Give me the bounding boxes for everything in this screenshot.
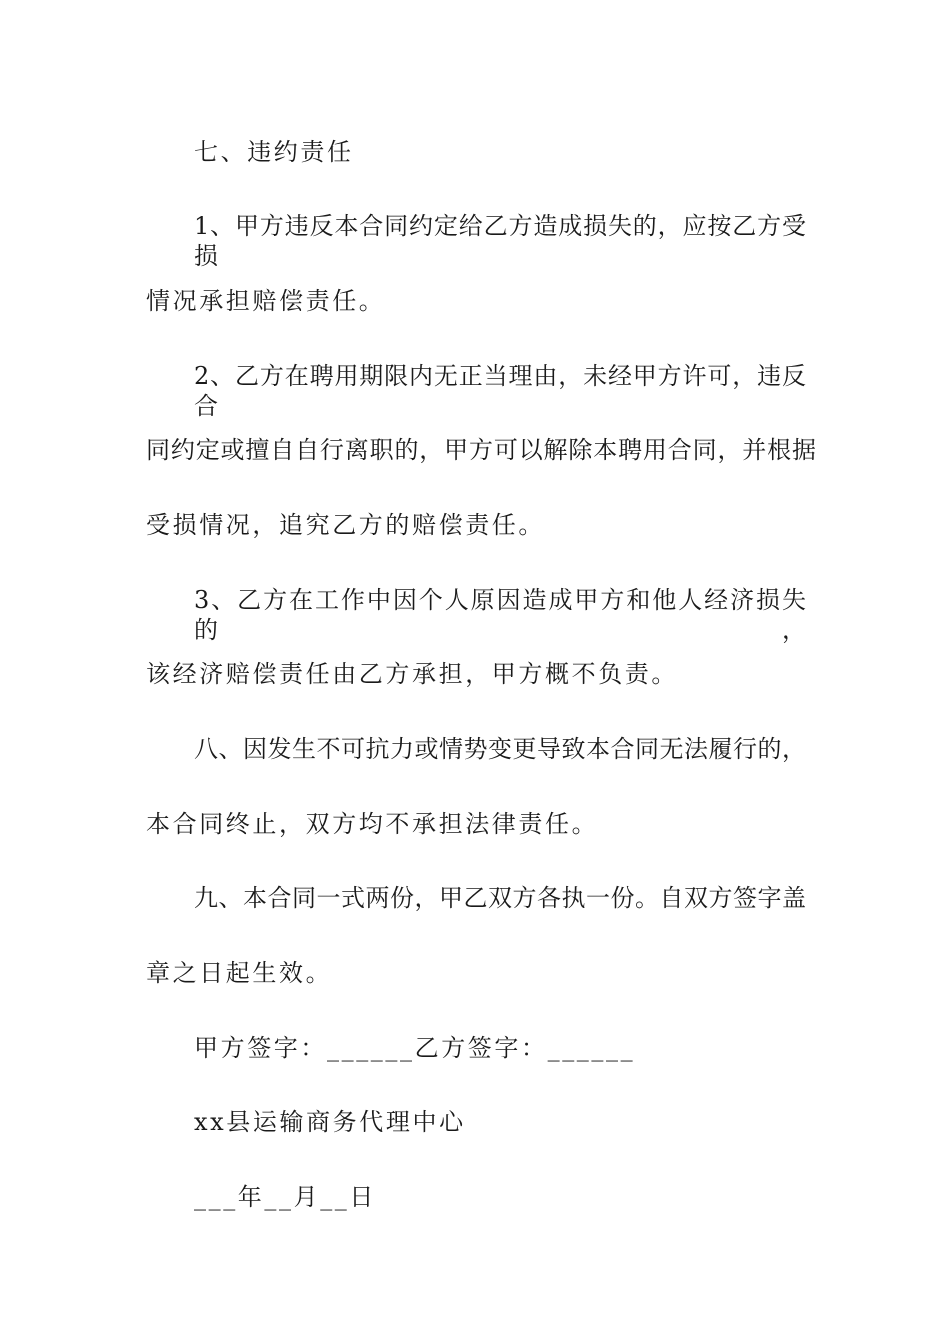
clause-2-line-2: 同约定或擅自自行离职的，甲方可以解除本聘用合同，并根据 xyxy=(146,436,816,464)
clause-2-line-3: 受损情况，追究乙方的赔偿责任。 xyxy=(146,511,545,539)
section-9-line-2: 章之日起生效。 xyxy=(146,959,333,987)
clause-1-line-2: 情况承担赔偿责任。 xyxy=(146,287,386,315)
section-8-line-2: 本合同终止，双方均不承担法律责任。 xyxy=(146,810,599,838)
clause-3-line-2: 该经济赔偿责任由乙方承担，甲方概不负责。 xyxy=(146,660,678,688)
signature-line: 甲方签字：______乙方签字：______ xyxy=(194,1034,636,1062)
date-line: ___年__月__日 xyxy=(194,1183,376,1211)
section-heading-breach-liability: 七、违约责任 xyxy=(194,138,354,166)
organization-name: xx县运输商务代理中心 xyxy=(194,1108,466,1136)
clause-2-line-1: 2、乙方在聘用期限内无正当理由，未经甲方许可，违反合 xyxy=(194,362,806,420)
section-9-line-1: 九、本合同一式两份，甲乙双方各执一份。自双方签字盖 xyxy=(194,884,806,912)
clause-3-line-1: 3、乙方在工作中因个人原因造成甲方和他人经济损失的， xyxy=(194,586,806,644)
clause-1-line-1: 1、甲方违反本合同约定给乙方造成损失的，应按乙方受损 xyxy=(194,212,806,270)
section-8-line-1: 八、因发生不可抗力或情势变更导致本合同无法履行的， xyxy=(194,735,806,763)
